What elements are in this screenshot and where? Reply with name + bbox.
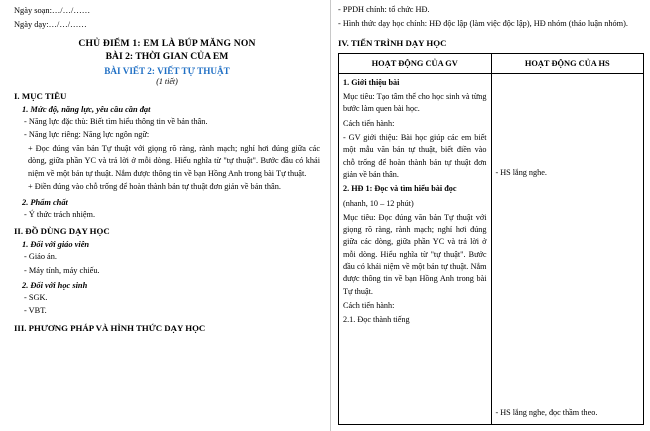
hs-block: - HS lắng nghe, đọc thầm theo. (495, 408, 598, 418)
page-title: CHỦ ĐIỂM 1: EM LÀ BÚP MĂNG NON (78, 38, 256, 50)
table-header-row (339, 53, 644, 73)
gv-block: Cách tiến hành: (343, 118, 395, 128)
subsection-heading: 2. Phẩm chất (22, 197, 68, 207)
body-paragraph: - VBT. (24, 306, 47, 316)
body-paragraph: - Ý thức trách nhiệm. (24, 209, 96, 219)
body-paragraph: - Năng lực riêng: Năng lực ngôn ngữ: (24, 130, 150, 140)
hinh-thuc-line: - Hình thức dạy học chính: HĐ độc lập (làm việc độc lập), HĐ nhóm (thảo luận nhóm). (338, 19, 628, 29)
ppdh-line: - PPDH chính: tổ chức HĐ. (338, 5, 430, 14)
cell-hs-activities (491, 73, 644, 425)
body-paragraph: - Máy tính, máy chiếu. (24, 265, 100, 275)
gv-block: Mục tiêu: Tạo tâm thế cho học sinh và từng bước làm quen bài học. (343, 92, 487, 114)
lesson-subtitle: BÀI 2: THỜI GIAN CỦA EM (105, 51, 229, 63)
column-header-hs: HOẠT ĐỘNG CỦA HS (491, 53, 644, 73)
meta-ngay-soan: Ngày soạn:…/…/…… (14, 6, 91, 15)
hs-block: - HS lắng nghe. (495, 167, 547, 177)
column-header-gv: HOẠT ĐỘNG CỦA GV (339, 53, 492, 73)
gv-block: 2. HĐ 1: Đọc và tìm hiểu bài đọc (343, 184, 457, 194)
subsection-heading: 1. Đối với giáo viên (22, 240, 90, 250)
section-heading-tien-trinh: IV. TIẾN TRÌNH DẠY HỌC (338, 37, 447, 48)
right-column (330, 0, 650, 431)
gv-block: (nhanh, 10 – 12 phút) (343, 198, 414, 208)
section-heading: I. MỤC TIÊU (14, 91, 67, 102)
gv-block: 1. Giới thiệu bài (343, 77, 400, 87)
section-heading: III. PHƯƠNG PHÁP VÀ HÌNH THỨC DẠY HỌC (14, 322, 206, 333)
body-paragraph: + Đọc đúng văn bản Tự thuật với giọng rõ ràng, rành mạch; nghỉ hơi đúng giữa các dòng, giữa phần YC và trả lời ở mỗi dòng. Hiểu nghĩa từ "tự thuật". Bước đầu có khái niệm về một bản tự thuật. Nắm được thông tin về bạn Hồng Anh trong bài Tự thuật. (28, 143, 320, 178)
gv-block: Cách tiến hành: (343, 300, 395, 310)
gv-block: 2.1. Đọc thành tiếng (343, 315, 410, 325)
body-paragraph: - SGK. (24, 292, 48, 302)
body-paragraph: - Giáo án. (24, 252, 57, 262)
body-paragraph: + Điền đúng vào chỗ trống để hoàn thành bản tự thuật đơn giản về bản thân. (28, 182, 281, 192)
gv-block: - GV giới thiệu: Bài học giúp các em biết một mẫu văn bản tự thuật, biết điền vào chỗ trống để hoàn thành bản tự thuật đơn giản về bản thân. (343, 133, 487, 179)
writing-title: BÀI VIẾT 2: VIẾT TỰ THUẬT (104, 66, 230, 77)
subsection-heading: 2. Đối với học sinh (22, 280, 88, 290)
gv-block: Mục tiêu: Đọc đúng văn bản Tự thuật với giọng rõ ràng, rành mạch; nghỉ hơi đúng giữa các dòng, giữa phần YC và trả lời ở mỗi dòng. Hiểu nghĩa từ "tự thuật". Bước đầu có khái niệm về một bản tự thuật. Nắm được thông tin về bạn Hồng Anh trong bài Tự thuật. (343, 212, 487, 296)
cell-gv-activities (339, 73, 492, 425)
table-row (339, 73, 644, 425)
section-heading: II. ĐỒ DÙNG DẠY HỌC (14, 226, 110, 237)
meta-ngay-day: Ngày dạy:…/…/…… (14, 20, 87, 30)
lesson-plan-table (338, 53, 644, 426)
body-paragraph: - Năng lực đặc thù: Biết tìm hiểu thông tin về bản thân. (24, 117, 208, 127)
subsection-heading: 1. Mức độ, năng lực, yêu cầu cần đạt (22, 105, 151, 115)
period-count: (1 tiết) (156, 77, 178, 87)
